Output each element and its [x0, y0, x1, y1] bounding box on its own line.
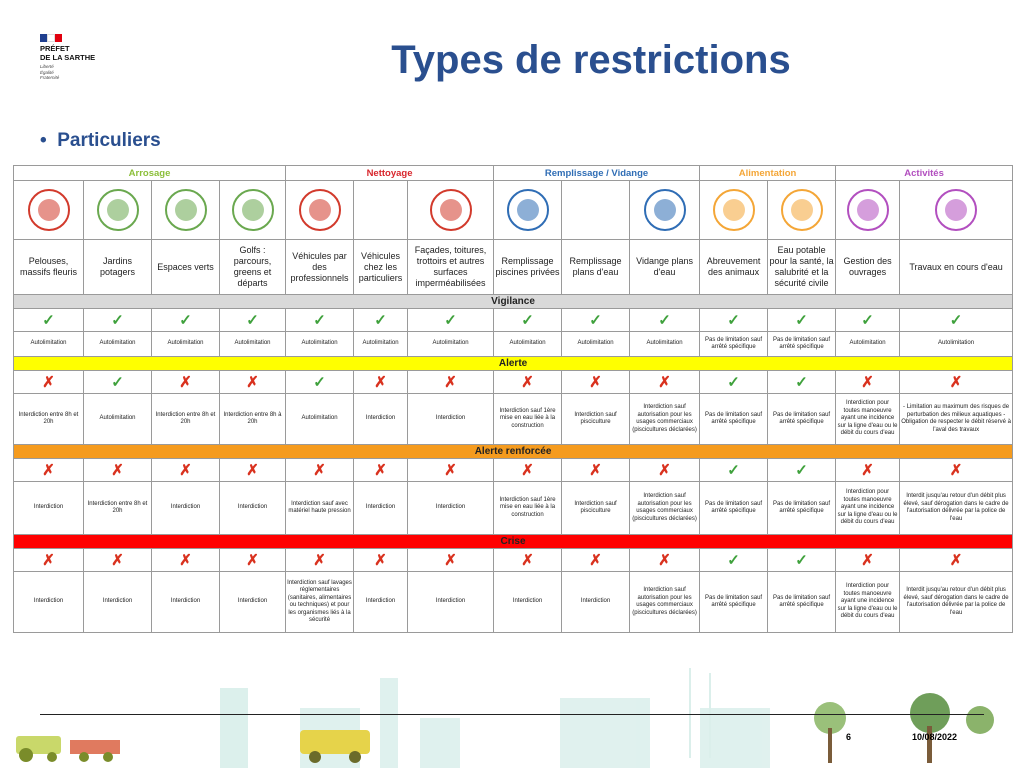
level-row	[14, 535, 1013, 549]
dog-icon-glyph	[723, 199, 745, 221]
restriction-text: Interdiction	[220, 482, 286, 535]
restriction-text: Pas de limitation sauf arrêté spécifique	[700, 572, 768, 633]
cross-icon: ✗	[900, 459, 1013, 482]
restriction-text: Interdit jusqu'au retour d'un débit plus élevé, sauf dérogation dans le cadre de l'autorisation délivrée par la police de l'eau	[900, 572, 1013, 633]
river-icon-glyph	[945, 199, 967, 221]
column-label: Jardins potagers	[84, 240, 152, 295]
cross-icon: ✗	[152, 459, 220, 482]
level-header: Vigilance	[14, 295, 1013, 309]
swimmer-icon-glyph	[517, 199, 539, 221]
restriction-text: Interdiction pour toutes manoeuvre ayant une incidence sur la ligne d'eau ou le débit du cours d'eau	[836, 394, 900, 445]
restriction-text: Interdiction	[408, 394, 494, 445]
cross-icon: ✗	[494, 371, 562, 394]
column-label: Vidange plans d'eau	[630, 240, 700, 295]
cross-icon: ✗	[220, 371, 286, 394]
restriction-text: Autolimitation	[286, 394, 354, 445]
restriction-text: Interdiction	[408, 482, 494, 535]
restriction-text: Autolimitation	[354, 332, 408, 357]
restriction-text: Interdiction sauf lavages réglementaires (sanitaires, alimentaires ou techniques) et pour les organismes liés à la sécurité	[286, 572, 354, 633]
check-icon: ✓	[768, 371, 836, 394]
restriction-text: Interdiction	[494, 572, 562, 633]
check-icon: ✓	[630, 309, 700, 332]
check-icon: ✓	[768, 549, 836, 572]
harvester-icon	[300, 730, 370, 754]
section-title: Particuliers	[57, 130, 161, 151]
column-label: Golfs : parcours, greens et départs	[220, 240, 286, 295]
restriction-text: Autolimitation	[152, 332, 220, 357]
cross-icon: ✗	[630, 371, 700, 394]
page-title: Types de restrictions	[391, 38, 791, 82]
carrot-icon	[97, 189, 139, 231]
icon-cell	[354, 181, 408, 240]
status-icon-row	[14, 371, 1013, 394]
icon-row	[14, 181, 1013, 240]
restriction-text: Autolimitation	[836, 332, 900, 357]
level-row	[14, 357, 1013, 371]
restriction-text: Interdiction sauf 1ère mise en eau liée à la construction	[494, 482, 562, 535]
icon-cell	[220, 181, 286, 240]
restriction-text: Interdiction	[354, 572, 408, 633]
restriction-text: Interdiction entre 8h et 20h	[14, 394, 84, 445]
restriction-text: Interdiction	[408, 572, 494, 633]
restriction-text: Interdiction	[152, 572, 220, 633]
footer-divider	[40, 714, 984, 715]
icon-cell	[494, 181, 562, 240]
flower-icon-glyph	[38, 199, 60, 221]
logo-line1: PRÉFET	[40, 44, 70, 53]
restriction-text: Interdiction pour toutes manoeuvre ayant une incidence sur la ligne d'eau ou le débit du cours d'eau	[836, 482, 900, 535]
cross-icon: ✗	[900, 549, 1013, 572]
column-label-row	[14, 240, 1013, 295]
restriction-text: Pas de limitation sauf arrêté spécifique	[700, 394, 768, 445]
cross-icon: ✗	[152, 549, 220, 572]
restriction-text: Pas de limitation sauf arrêté spécifique	[700, 482, 768, 535]
restriction-text: Interdiction sauf 1ère mise en eau liée à la construction	[494, 394, 562, 445]
icon-cell	[152, 181, 220, 240]
cross-icon: ✗	[562, 371, 630, 394]
cross-icon: ✗	[14, 549, 84, 572]
logo-motto3: Fraternité	[40, 75, 60, 80]
golf-flag-icon-glyph	[242, 199, 264, 221]
restriction-text-row	[14, 482, 1013, 535]
restriction-text: Interdiction entre 8h et 20h	[84, 482, 152, 535]
section-bullet: • Particuliers	[40, 130, 161, 151]
restriction-text: Interdiction sauf autorisation pour les usages commerciaux (piscicultures déclarées)	[630, 482, 700, 535]
page-number: 6	[846, 732, 852, 742]
check-icon: ✓	[14, 309, 84, 332]
check-icon: ✓	[562, 309, 630, 332]
restriction-text: Interdiction	[84, 572, 152, 633]
category-header: Remplissage / Vidange	[494, 166, 700, 181]
cross-icon: ✗	[900, 371, 1013, 394]
column-label: Abreuvement des animaux	[700, 240, 768, 295]
sluice-icon	[847, 189, 889, 231]
restriction-text: Interdiction sauf autorisation pour les usages commerciaux (piscicultures déclarées)	[630, 572, 700, 633]
restriction-text-row	[14, 332, 1013, 357]
golf-flag-icon	[232, 189, 274, 231]
water-drop-icon	[781, 189, 823, 231]
check-icon: ✓	[408, 309, 494, 332]
icon-cell	[562, 181, 630, 240]
icon-cell	[84, 181, 152, 240]
restriction-text: Interdiction	[152, 482, 220, 535]
column-label: Gestion des ouvrages	[836, 240, 900, 295]
logo-motto2: Égalité	[40, 69, 54, 75]
restriction-text: Autolimitation	[900, 332, 1013, 357]
column-label: Eau potable pour la santé, la salubrité et la sécurité civile	[768, 240, 836, 295]
check-icon: ✓	[768, 309, 836, 332]
category-row	[14, 166, 1013, 181]
icon-cell	[408, 181, 494, 240]
check-icon: ✓	[700, 371, 768, 394]
carrot-icon-glyph	[107, 199, 129, 221]
house-icon	[430, 189, 472, 231]
check-icon: ✓	[84, 371, 152, 394]
restriction-text: Interdiction entre 8h et 20h	[152, 394, 220, 445]
logo-motto1: Liberté	[40, 64, 54, 69]
cross-icon: ✗	[354, 371, 408, 394]
restriction-text-row	[14, 394, 1013, 445]
restriction-text: Interdiction sauf avec matériel haute pression	[286, 482, 354, 535]
water-tower-icon	[220, 688, 248, 768]
check-icon: ✓	[900, 309, 1013, 332]
pond-icon	[644, 189, 686, 231]
cross-icon: ✗	[220, 459, 286, 482]
category-header: Nettoyage	[286, 166, 494, 181]
restriction-text: Interdiction sauf pisciculture	[562, 482, 630, 535]
status-icon-row	[14, 459, 1013, 482]
check-icon: ✓	[220, 309, 286, 332]
check-icon: ✓	[286, 371, 354, 394]
cross-icon: ✗	[408, 371, 494, 394]
cross-icon: ✗	[562, 459, 630, 482]
restriction-text: Autolimitation	[286, 332, 354, 357]
swimmer-icon	[507, 189, 549, 231]
cross-icon: ✗	[84, 459, 152, 482]
restriction-text: Interdiction	[14, 482, 84, 535]
car-icon-glyph	[309, 199, 331, 221]
restriction-text: Interdiction	[14, 572, 84, 633]
flower-icon	[28, 189, 70, 231]
restriction-text: Interdiction	[354, 394, 408, 445]
cross-icon: ✗	[408, 549, 494, 572]
restriction-text: Autolimitation	[84, 394, 152, 445]
icon-cell	[900, 181, 1013, 240]
restriction-text: Pas de limitation sauf arrêté spécifique	[768, 482, 836, 535]
cross-icon: ✗	[14, 371, 84, 394]
restriction-text: Interdiction pour toutes manoeuvre ayant une incidence sur la ligne d'eau ou le débit du cours d'eau	[836, 572, 900, 633]
icon-cell	[768, 181, 836, 240]
category-header: Arrosage	[14, 166, 286, 181]
column-label: Véhicules chez les particuliers	[354, 240, 408, 295]
logo-line2: DE LA SARTHE	[40, 52, 96, 62]
restriction-text: - Limitation au maximum des risques de perturbation des milieux aquatiques - Obligation de respecter le débit réservé à l'aval des travaux	[900, 394, 1013, 445]
cross-icon: ✗	[220, 549, 286, 572]
icon-cell	[286, 181, 354, 240]
car-icon	[299, 189, 341, 231]
cross-icon: ✗	[286, 549, 354, 572]
cross-icon: ✗	[494, 459, 562, 482]
check-icon: ✓	[768, 459, 836, 482]
check-icon: ✓	[494, 309, 562, 332]
column-label: Pelouses, massifs fleuris	[14, 240, 84, 295]
pond-icon-glyph	[654, 199, 676, 221]
check-icon: ✓	[354, 309, 408, 332]
restriction-text: Pas de limitation sauf arrêté spécifique	[768, 394, 836, 445]
restriction-text: Autolimitation	[84, 332, 152, 357]
restriction-text: Autolimitation	[630, 332, 700, 357]
status-icon-row	[14, 309, 1013, 332]
cross-icon: ✗	[836, 459, 900, 482]
restriction-text: Autolimitation	[494, 332, 562, 357]
tree-icon-glyph	[175, 199, 197, 221]
restriction-text: Autolimitation	[408, 332, 494, 357]
restriction-text: Pas de limitation sauf arrêté spécifique	[700, 332, 768, 357]
check-icon: ✓	[84, 309, 152, 332]
cross-icon: ✗	[84, 549, 152, 572]
restriction-text: Pas de limitation sauf arrêté spécifique	[768, 572, 836, 633]
cross-icon: ✗	[836, 371, 900, 394]
cross-icon: ✗	[286, 459, 354, 482]
cross-icon: ✗	[836, 549, 900, 572]
restriction-text: Interdiction entre 8h à 20h	[220, 394, 286, 445]
restriction-text: Autolimitation	[14, 332, 84, 357]
level-header: Alerte renforcée	[14, 445, 1013, 459]
restriction-text: Interdit jusqu'au retour d'un débit plus élevé, sauf dérogation dans le cadre de l'autorisation délivrée par la police de l'eau	[900, 482, 1013, 535]
tree-icon	[165, 189, 207, 231]
water-drop-icon-glyph	[791, 199, 813, 221]
check-icon: ✓	[286, 309, 354, 332]
dog-icon	[713, 189, 755, 231]
restriction-text: Interdiction sauf pisciculture	[562, 394, 630, 445]
category-header: Alimentation	[700, 166, 836, 181]
cross-icon: ✗	[408, 459, 494, 482]
column-label: Façades, toitures, trottoirs et autres surfaces imperméabilisées	[408, 240, 494, 295]
column-label: Espaces verts	[152, 240, 220, 295]
house-icon-glyph	[440, 199, 462, 221]
level-row	[14, 445, 1013, 459]
check-icon: ✓	[700, 459, 768, 482]
column-label: Travaux en cours d'eau	[900, 240, 1013, 295]
restrictions-table	[13, 165, 1013, 633]
icon-cell	[630, 181, 700, 240]
cross-icon: ✗	[562, 549, 630, 572]
check-icon: ✓	[700, 309, 768, 332]
river-icon	[935, 189, 977, 231]
category-header: Activités	[836, 166, 1013, 181]
sluice-icon-glyph	[857, 199, 879, 221]
trailer-icon	[70, 740, 120, 754]
restriction-text: Autolimitation	[220, 332, 286, 357]
restriction-text: Pas de limitation sauf arrêté spécifique	[768, 332, 836, 357]
cross-icon: ✗	[354, 549, 408, 572]
cross-icon: ✗	[14, 459, 84, 482]
cross-icon: ✗	[630, 459, 700, 482]
footer-date: 10/08/2022	[912, 732, 958, 742]
check-icon: ✓	[700, 549, 768, 572]
level-header: Crise	[14, 535, 1013, 549]
cross-icon: ✗	[494, 549, 562, 572]
icon-cell	[836, 181, 900, 240]
cross-icon: ✗	[152, 371, 220, 394]
status-icon-row	[14, 549, 1013, 572]
icon-cell	[14, 181, 84, 240]
column-label: Remplissage piscines privées	[494, 240, 562, 295]
column-label: Remplissage plans d'eau	[562, 240, 630, 295]
restriction-text: Interdiction sauf autorisation pour les usages commerciaux (piscicultures déclarées)	[630, 394, 700, 445]
restriction-text-row	[14, 572, 1013, 633]
check-icon: ✓	[836, 309, 900, 332]
landscape-illustration	[0, 658, 1024, 768]
restriction-text: Autolimitation	[562, 332, 630, 357]
restriction-text: Interdiction	[220, 572, 286, 633]
cross-icon: ✗	[630, 549, 700, 572]
level-header: Alerte	[14, 357, 1013, 371]
icon-cell	[700, 181, 768, 240]
restriction-text: Interdiction	[562, 572, 630, 633]
restriction-text: Interdiction	[354, 482, 408, 535]
column-label: Véhicules par des professionnels	[286, 240, 354, 295]
level-row	[14, 295, 1013, 309]
check-icon: ✓	[152, 309, 220, 332]
cross-icon: ✗	[354, 459, 408, 482]
